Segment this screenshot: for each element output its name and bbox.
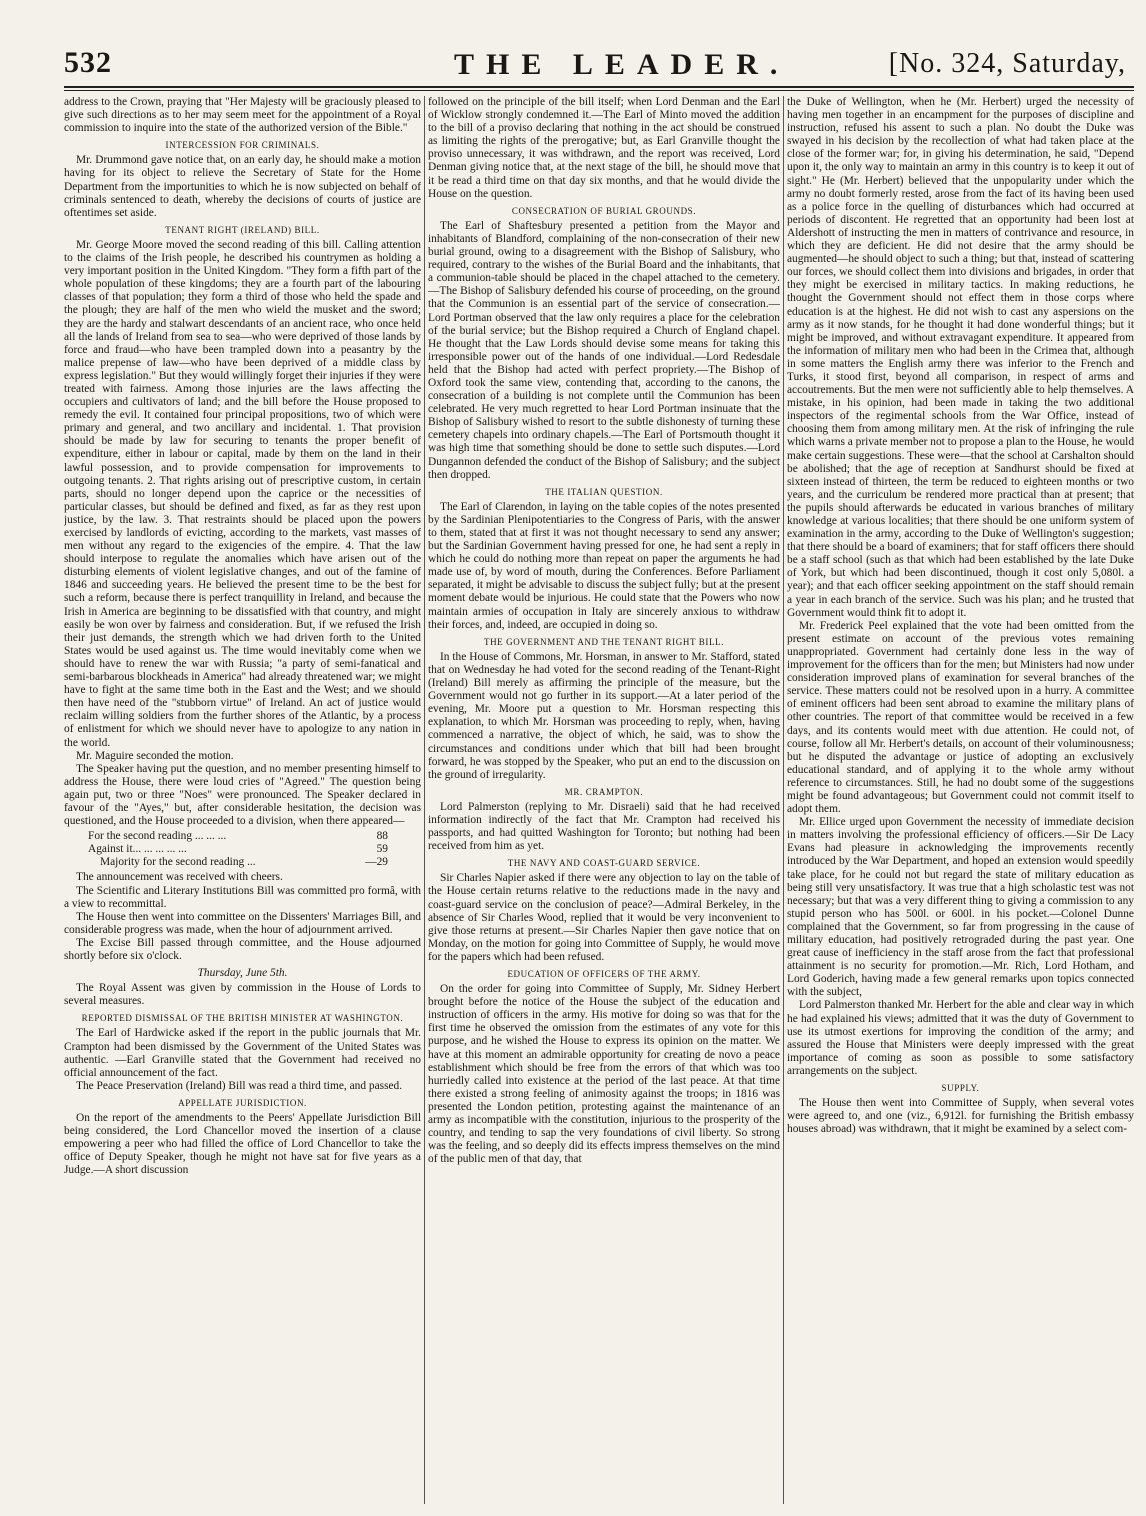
section-heading: THE ITALIAN QUESTION.: [545, 486, 663, 497]
paragraph: The House then went into committee on the Dissenters' Marriages Bill, and considerable progress was made, when the hour of adjournment arrived.: [64, 910, 421, 936]
section-heading: REPORTED DISMISSAL OF THE BRITISH MINISTER AT WASHINGTON.: [81, 1013, 404, 1024]
vote-row: [88, 830, 388, 843]
section-heading: CONSECRATION OF BURIAL GROUNDS.: [511, 205, 697, 216]
vote-label: Majority for the second reading ...: [100, 856, 256, 869]
paragraph: Lord Palmerston (replying to Mr. Disraeli) said that he had received information indirectly of the fact that Mr. Crampton had received his passports, and had quitted Washington for Toronto; but nothing had been received from him as yet.: [428, 800, 780, 853]
paragraph: The Peace Preservation (Ireland) Bill was read a third time, and passed.: [76, 1079, 403, 1092]
paragraph: Mr. Ellice urged upon Government the necessity of immediate decision in matters involving the professional efficiency of officers.—Sir De Lacy Evans had pleasure in acknowledging the improvements recently introduced by the War Department, and hoped an extension would speedily take place, for he could not but regard the state of military education as being still very unsatisfactory. It was true that a high scholastic test was not necessary; but that was a very different thing to giving a commission to any stupid person who has 500l. or 600l. in his pocket.—Colonel Dunne complained that the Government, so far from progressing in the cause of military education, had positively retrograded during the past year. One great cause of inefficiency in the staff arose from the fact that professional attainment is no security for promotion.—Mr. Rich, Lord Hotham, and Lord Goderich, having made a few general remarks upon topics connected with the subject,: [787, 816, 1134, 999]
section-heading: INTERCESSION FOR CRIMINALS.: [165, 140, 320, 151]
issue-label: [No. 324, Saturday,: [888, 48, 1126, 79]
paragraph: Mr. Frederick Peel explained that the vote had been omitted from the present estimate on account of the previous votes remaining unappropriated. Government had certainly done less in the way of improvement for the officers than for the men; but Ministers had now under consideration improved plans of examination for several branches of the service. These matters could not be resolved upon in a hurry. A committee of eminent officers had been sent abroad to examine the military plans of other countries. The report of that committee would be received in a few days, and its contents would meet with due attention. He could not, of course, follow all Mr. Herbert's details, on account of their voluminousness; but he disputed the advantage or justice of adopting an exclusively educational standard, and of applying it to the whole army without reference to circumstances. Still, he had no doubt some of the suggestions might be found advantageous; but Government could not commit itself to adopt them.: [787, 619, 1134, 816]
section-heading: THE GOVERNMENT AND THE TENANT RIGHT BILL.: [483, 636, 724, 647]
masthead: [64, 44, 1134, 84]
paragraph: The House then went into Committee of Supply, when several votes were agreed to, and one (viz., 6,912l. for furnishing the British embassy houses abroad) was withdrawn, that it might be examined by a select com-: [787, 1097, 1134, 1136]
section-heading: EDUCATION OF OFFICERS OF THE ARMY.: [507, 969, 701, 979]
division-result: [88, 830, 421, 869]
vote-row-majority: [100, 856, 388, 869]
paragraph: On the order for going into Committee of Supply, Mr. Sidney Herbert brought before the notice of the House the subject of the education and instruction of officers in the army. His motive for doing so was that for the first time he observed the omission from the estimates of any vote for this purpose, and he wished the House to express its opinion on the matter. We have at this moment an admirable opportunity for creating de novo a peace establishment which should be free from the errors of that which was too hurriedly called into existence at the period of the last peace. At that time there existed a strong feeling of animosity against the troops; in 1816 was presented the London petition, protesting against the maintenance of an army as incompatible with the constitution, injurious to the prosperity of the country, and tending to sap the very foundations of civil liberty. So strong was the feeling, and so deeply did its effects impress themselves on the mind of the public men of that day, that: [428, 983, 780, 1166]
page-number: 532: [64, 46, 112, 79]
paragraph: The Royal Assent was given by commission in the House of Lords to several measures.: [64, 982, 421, 1008]
newspaper-title: THE LEADER.: [454, 48, 790, 81]
vote-count: 88: [376, 830, 388, 843]
column-2: [428, 96, 780, 1504]
paragraph: The Excise Bill passed through committee, and the House adjourned shortly before six o'clock.: [64, 936, 421, 962]
section-heading: TENANT RIGHT (IRELAND) BILL.: [165, 224, 320, 235]
paragraph: The announcement was received with cheers.: [76, 871, 283, 884]
vote-label: Against it... ... ... ... ...: [88, 843, 187, 856]
column-3: [787, 96, 1134, 1504]
paragraph: Mr. Drummond gave notice that, on an early day, he should make a motion having for its object to relieve the Secretary of State for the Home Department from the importunities to which he is now subjected on behalf of criminals sentenced to death, whereby the decisions of courts of justice are oftentimes set aside.: [64, 154, 421, 219]
vote-count: 59: [376, 843, 388, 856]
paragraph: the Duke of Wellington, when he (Mr. Herbert) urged the necessity of having men together in an encampment for the purposes of discipline and instruction, refused his assent to such a plan. No doubt the Duke was swayed in his decision by the recollection of what had taken place at the close of the former war; for, in giving his determination, he said, "Depend upon it, the only way to maintain an army in this country is to keep it out of sight." He (Mr. Herbert) believed that the unpopularity under which the army no doubt formerly rested, arose from the fact of its having been used as a police force in the quelling of disturbances which had occurred at periods of discontent. He regretted that an opportunity had been lost at Aldershott of instructing the men in matters of contrivance and resource, in which they are deficient. He did not desire that the army should be augmented—he should object to such a thing; but that, instead of scattering our forces, we should collect them into divisions and brigades, in order that they might be exercised in military tactics. In making reductions, he thought the Government should not effect them in those corps where education is at the highest. He did not wish to cast any aspersions on the army as it now stands, for he thought it had done wonderful things; but it might be improved, and without extravagant expenditure. It appeared from the information of military men who had been in the Crimea that, although in some matters the English army there was inferior to the French and Turks, it stood first, beyond all comparison, in respect of arms and accoutrements. But the men were not sufficiently able to help themselves. A mistake, in his opinion, had been made in taking the two additional inspectors of the regimental schools from the War Office, instead of choosing them from among military men. At the risk of infringing the rule which warns a private member not to propose a plan to the House, he would make certain suggestions. These were—that the school at Carshalton should be abolished; that the age of reception at Sandhurst should be fixed at sixteen instead of thirteen, the term be reduced to eighteen months or two years, and the curriculum be rendered more practical than at present; that the pupils should afterwards be educated in various branches of military knowledge at various localities; that there should be one uniform system of examination in the army, according to the Duke of Wellington's suggestion; that there should be a board of examiners; that for staff officers there should be a staff school (such as that which had been established by the late Duke of York, but which had been discontinued, though it cost only 5,080l. a year); and that each officer seeking appointment on the staff should remain a year in each branch of the service. Such was his plan; and he trusted that Government would think fit to adopt it.: [787, 96, 1134, 619]
paragraph: The Earl of Hardwicke asked if the report in the public journals that Mr. Crampton had been dismissed by the Government of the United States was authentic. —Earl Granville stated that the Government had received no official announcement of the fact.: [64, 1027, 421, 1079]
vote-row: [88, 843, 388, 856]
section-heading: SUPPLY.: [941, 1083, 980, 1094]
section-heading: APPELLATE JURISDICTION.: [178, 1097, 307, 1108]
column-divider: [424, 96, 425, 1504]
paragraph: In the House of Commons, Mr. Horsman, in answer to Mr. Stafford, stated that on Wednesday he had voted for the second reading of the Tenant-Right (Ireland) Bill merely as affirming the principle of the measure, but the Government would not go further in its support.—At a later period of the evening, Mr. Moore put a question to Mr. Horsman respecting this explanation, to which Mr. Horsman was proceeding to reply, when, having commenced a narrative, the object of which, he said, was to show the circumstances and conditions under which that bill had been brought forward, he was stopped by the Speaker, who put an end to the discussion on the ground of irregularity.: [428, 650, 780, 781]
paragraph: followed on the principle of the bill itself; when Lord Denman and the Earl of Wicklow strongly condemned it.—The Earl of Minto moved the addition to the bill of a proviso declaring that nothing in the act should be construed as limiting the rights of the prerogative; but, as Earl Granville thought the proviso unnecessary, it was withdrawn, and the report was received, Lord Denman giving notice that, at the next stage of the bill, he should move that it be read a third time on that day six months, and that he would divide the House on the question.: [428, 96, 780, 200]
column-1: [64, 96, 421, 1504]
section-heading: MR. CRAMPTON.: [564, 786, 644, 797]
paragraph: Lord Palmerston thanked Mr. Herbert for the able and clear way in which he had explained his views; admitted that it was the duty of Government to use its utmost exertions for improving the condition of the army; and assured the House that Ministers were deeply impressed with the great importance of coming as soon as possible to some satisfactory arrangements on the subject.: [787, 999, 1134, 1077]
paragraph: Mr. Maguire seconded the motion.: [76, 749, 234, 762]
date-heading: Thursday, June 5th.: [197, 967, 288, 980]
paragraph: The Speaker having put the question, and no member presenting himself to address the House, there were loud cries of "Agreed." The question being again put, two or three "Noes" were pronounced. The Speaker declared in favour of the "Ayes," but, after considerable hesitation, the decision was questioned, and the House proceeded to a division, when there appeared—: [64, 762, 421, 828]
paragraph: The Earl of Clarendon, in laying on the table copies of the notes presented by the Sardinian Plenipotentiaries to the Congress of Paris, with the answer to them, stated that at first it was not thought necessary to send any answer; but the Sardinian Government having pressed for one, he had sent a reply in which he could do nothing more than repeat on paper the arguments he had made use of, by word of mouth, during the Conferences. Before Parliament separated, it might be advisable to discuss the subject fully; but at the present moment debate would be injurious. He could state that the Powers who now maintain armies of occupation in Italy are sincerely anxious to withdraw their forces, and, indeed, are occupied in doing so.: [428, 500, 780, 631]
vote-label: For the second reading ... ... ...: [88, 830, 227, 843]
paragraph: Mr. George Moore moved the second reading of this bill. Calling attention to the claims of the Irish people, he described his countrymen as holding a very important position in the United Kingdom. "They form a fifth part of the whole population of these kingdoms; they are a fourth part of the labouring classes of that population; they form a third of those who held the spade and the plough; they are half of the men who wield the musket and the sword; they are the hardy and stalwart descendants of an ancient race, who once held all the lands of Ireland from sea to sea—who were deprived of those lands by force and fraud—who have been trampled down into a peasantry by the malice prepense of law—who have been deprived of a middle class by express legislation." But they would willingly forget their injuries if they were treated with fairness. Among those injuries are the laws affecting the occupiers and cultivators of land; and the bill before the House proposed to remedy the evil. It contained four principal propositions, two of which were primary and general, and two ancillary and incidental. 1. That provision should be made by law for securing to tenants the proper benefit of expenditure, either in labour or capital, made by them on the land in their lawful possession, and to provide compensation for improvements to outgoing tenants. 2. That rights arising out of prescriptive custom, in certain parts, should no longer depend upon the caprice or the necessities of particular classes, but should be defined and fixed, as far as they rest upon justice, by the law. 3. That restraints should be placed upon the powers exercised by landlords of evicting, according to the markets, vast masses of men without any regard to the exigencies of the empire. 4. That the law should interpose to regulate the anomalies which have arisen out of the disturbing elements of violent legislative changes, and out of the famine of 1846 and succeeding years. He believed the present time to be the best for such a reform, because there is perfect tranquillity in Ireland, and because the Irish in America are beginning to be dissatisfied with that country, and might easily be won over by fairness and consideration. But, if we refused the Irish their just demands, the strength which we had driven forth to the United States would be used against us. The time would inevitably come when we should have to renew the war with Russia; "a party of semi-fanatical and semi-barbarous blockheads in America" had already threatened war; we might have to fight at the same time both in the East and the West; and we should then have need of the "stubborn virtue" of Ireland. An act of justice would reclaim willing soldiers from the further shores of the Atlantic, by a process of enlistment for which we should never have to apologize to any nation in the world.: [64, 238, 421, 749]
paragraph: On the report of the amendments to the Peers' Appellate Jurisdiction Bill being considered, the Lord Chancellor moved the insertion of a clause empowering a peer who had filled the office of Lord Chancellor to take the office of Deputy Speaker, though he might not have sat for five years as a Judge.—A short discussion: [64, 1112, 421, 1177]
paragraph: The Earl of Shaftesbury presented a petition from the Mayor and inhabitants of Blandford, complaining of the non-consecration of their new burial ground, owing to a disagreement with the Bishop of Salisbury, who required, contrary to the wishes of the Burial Board and the inhabitants, that a communion-table should be placed in the chapel attached to the cemetery.—The Bishop of Salisbury defended his course of proceeding, on the ground that the Communion is an essential part of the service of consecration.—Lord Portman observed that the law only requires a place for the celebration of the burial service; but the Bishop required a Church of England chapel. He thought that the Law Lords should devise some means for taking this irresponsible power out of the hands of one individual.—Lord Redesdale held that the Bishop had acted with perfect propriety.—The Bishop of Oxford took the same view, contending that, according to the canons, the consecration of a building is not complete until the Communion has been celebrated. He very much regretted to hear Lord Portman insinuate that the Bishop of Salisbury wished to resort to the subtle dishonesty of turning these cemetery chapels into ordinary chapels.—The Earl of Portsmouth thought it was high time that something should be done to settle such disputes.—Lord Dungannon defended the conduct of the Bishop of Salisbury; and the subject then dropped.: [428, 219, 780, 481]
vote-count: —29: [365, 856, 388, 869]
paragraph: The Scientific and Literary Institutions Bill was committed pro formâ, with a view to recommittal.: [64, 884, 421, 910]
masthead-rule-thin: [64, 90, 1134, 91]
masthead-rule: [64, 86, 1134, 88]
paragraph: Sir Charles Napier asked if there were any objection to lay on the table of the House certain returns relative to the reductions made in the navy and coast-guard service on the conclusion of peace?—Admiral Berkeley, in the absence of Sir Charles Wood, replied that it would be very inconvenient to give those returns at present.—Sir Charles Napier then gave notice that on Monday, on the motion for going into Committee of Supply, he would move for the papers which had been refused.: [428, 872, 780, 963]
section-heading: THE NAVY AND COAST-GUARD SERVICE.: [507, 858, 701, 869]
paragraph: address to the Crown, praying that "Her Majesty will be graciously pleased to give such directions as to her may seem meet for the appointment of a Royal commission to inquire into the state of the authorized version of the Bible.": [64, 96, 421, 135]
column-divider: [783, 96, 784, 1504]
